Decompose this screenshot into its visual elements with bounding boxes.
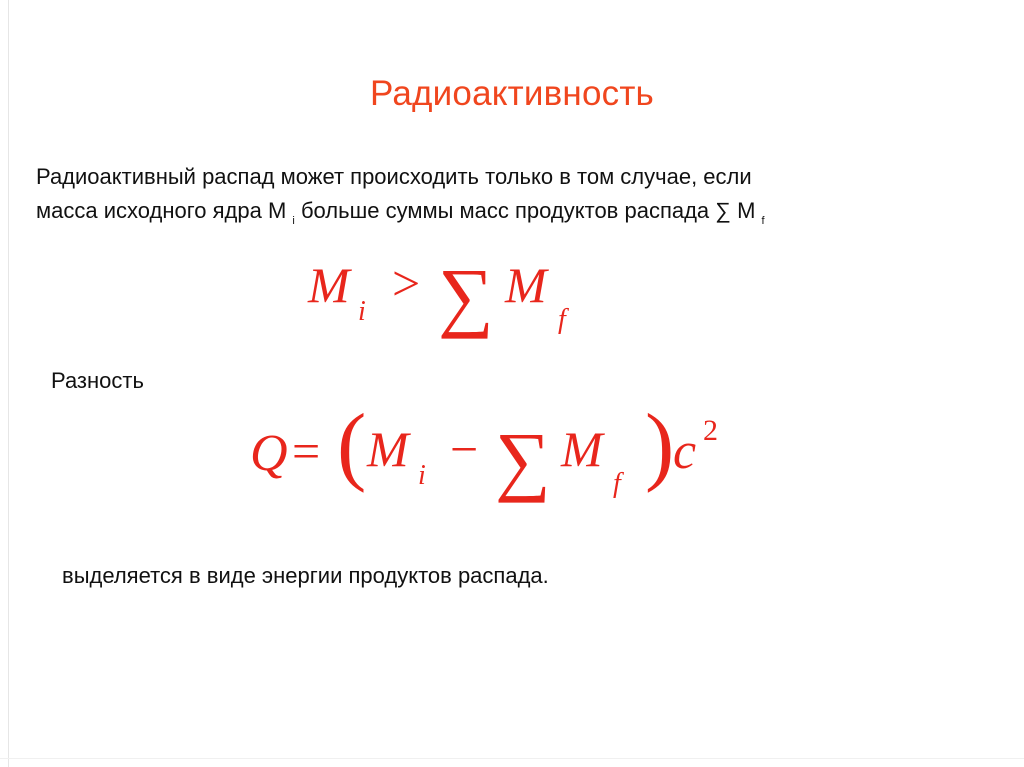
formula-energy-q bbox=[245, 397, 735, 503]
formula2-M: M bbox=[367, 421, 409, 477]
formula2-rparen: ) bbox=[645, 397, 675, 494]
formula2-minus: − bbox=[450, 421, 479, 477]
formula2-sub-i: i bbox=[418, 460, 426, 491]
formula2-M2: M bbox=[561, 421, 603, 477]
formula1-M2: M bbox=[505, 257, 547, 313]
difference-label: Разность bbox=[51, 368, 144, 393]
formula2-exponent: 2 bbox=[703, 414, 718, 447]
formula2-eq: = bbox=[292, 423, 321, 479]
formula2-sum: ∑ bbox=[495, 416, 551, 503]
intro-line-2 bbox=[36, 194, 936, 232]
formula1-sub-i: i bbox=[358, 296, 366, 327]
formula1-sum: ∑ bbox=[438, 252, 494, 339]
formula-mass-inequality bbox=[300, 250, 600, 340]
slide-title: Радиоактивность bbox=[370, 74, 654, 113]
intro-line-1: Радиоактивный распад может происходить только в том случае, если bbox=[36, 164, 752, 189]
intro-line-2-b: больше суммы масс продуктов распада ∑ М bbox=[294, 198, 762, 223]
formula2-c: c bbox=[673, 423, 697, 480]
slide-border-bottom bbox=[0, 758, 1024, 759]
subscript-i: i bbox=[292, 215, 295, 227]
intro-line-2-a: масса исходного ядра М bbox=[36, 198, 293, 223]
formula1-M: M bbox=[308, 257, 350, 313]
formula2-sub-f: f bbox=[613, 468, 621, 499]
formula1-sub-f: f bbox=[558, 304, 566, 335]
slide-border-left bbox=[8, 0, 9, 767]
formula1-gt: > bbox=[392, 255, 421, 311]
energy-release-text: выделяется в виде энергии продуктов распада. bbox=[62, 563, 549, 588]
formula2-lparen: ( bbox=[337, 397, 367, 494]
intro-paragraph bbox=[36, 160, 936, 232]
formula2-Q: Q bbox=[250, 425, 288, 482]
subscript-f: f bbox=[761, 215, 765, 227]
